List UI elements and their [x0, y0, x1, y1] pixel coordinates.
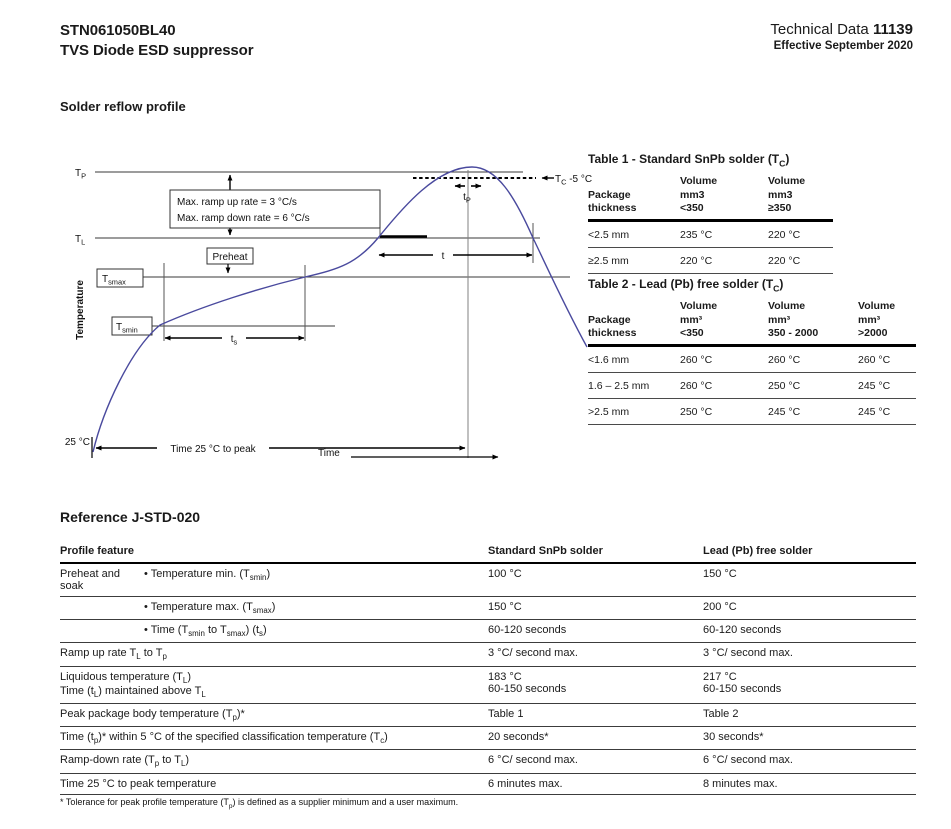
reference-header-row	[60, 543, 916, 564]
table1-cell: ≥2.5 mm	[588, 247, 680, 273]
product-description: TVS Diode ESD suppressor	[60, 41, 254, 59]
section-title: Solder reflow profile	[60, 99, 186, 114]
doc-type: Technical Data	[770, 21, 873, 38]
table2-header-cell: Package thickness	[588, 300, 680, 345]
start-temp-label: 25 °C	[64, 437, 90, 448]
table-row	[60, 704, 916, 727]
table2-cell: 245 °C	[768, 398, 858, 424]
table-row	[60, 667, 916, 704]
table2-header-cell: Volume mm³ 350 - 2000	[768, 300, 858, 345]
table1	[588, 175, 833, 273]
snpb-value: 150 °C	[488, 601, 522, 613]
doc-number: 11139	[872, 21, 913, 38]
snpb-value: 20 seconds*	[488, 731, 549, 744]
tp-time-label: $t_P$	[463, 192, 471, 205]
effective-date: Effective September 2020	[773, 40, 913, 52]
table1-header-cell: Volume mm3 ≥350	[768, 175, 833, 220]
table1-title: Table 1 - Standard SnPb solder $(T_C)$	[588, 152, 790, 169]
document-header-right	[770, 21, 913, 52]
table-row	[588, 220, 833, 247]
table-row	[60, 643, 916, 666]
table1-cell: 220 °C	[768, 220, 833, 247]
table-row	[60, 564, 916, 597]
table-row	[588, 247, 833, 273]
reference-table	[60, 543, 916, 795]
feature-text: Ramp-down rate ($T_p$ to $T_L$)	[60, 754, 190, 769]
doc-type-line	[770, 21, 913, 38]
table-row	[60, 597, 916, 620]
pbfree-value: 8 minutes max.	[703, 777, 778, 790]
ts-label: $t_s$	[230, 334, 238, 347]
pbfree-value: 150 °C	[703, 568, 737, 580]
table2-header-cell: Volume mm³ >2000	[858, 300, 916, 345]
tp-label: $T_P$	[75, 168, 87, 181]
feature-text: Peak package body temperature $(T_p)*$	[60, 707, 245, 723]
table1-cell: <2.5 mm	[588, 220, 680, 247]
feature-text: Ramp up rate $T_L$ to $T_p$	[60, 647, 167, 662]
document-header-left	[60, 21, 253, 60]
t-label: t	[441, 251, 445, 262]
table2-cell: 260 °C	[768, 345, 858, 372]
tsmax-label: $T_{smax}$	[102, 274, 126, 287]
table2-cell: >2.5 mm	[588, 398, 680, 424]
preheat-label: Preheat	[212, 252, 248, 263]
snpb-value: 60-120 seconds	[488, 624, 567, 637]
pbfree-value: Table 2	[703, 707, 739, 720]
x-axis-label: Time	[318, 448, 340, 459]
time-to-peak-label: Time 25 °C to peak	[170, 444, 256, 455]
feature-group: Preheat and soak	[60, 568, 120, 592]
reflow-profile-diagram	[55, 145, 600, 477]
snpb-value: 183 °C 60-150 seconds	[488, 670, 567, 695]
feature-text: • Time ($T_{smin}$ to $T_{smax}$) $(t_s)$	[144, 624, 267, 639]
tsmin-label: $T_{smin}$	[116, 322, 138, 335]
table1-cell: 235 °C	[680, 220, 768, 247]
table2-cell: <1.6 mm	[588, 345, 680, 372]
table2-cell: 260 °C	[680, 345, 768, 372]
table2-header-row	[588, 300, 916, 345]
product-number: STN061050BL40	[60, 22, 176, 39]
pbfree-value: 3 °C/ second max.	[703, 647, 793, 660]
table2-cell: 260 °C	[680, 372, 768, 398]
pbfree-value: 6 °C/ second max.	[703, 754, 793, 767]
table2-header-cell: Volume mm³ <350	[680, 300, 768, 345]
table1-standard-snpb	[588, 152, 833, 274]
feature-text: • Temperature min. $(T_{smin})$	[144, 568, 271, 583]
feature-text: • Temperature max. $(T_{smax})$	[144, 601, 276, 616]
snpb-value: 6 °C/ second max.	[488, 754, 578, 767]
table2-cell: 1.6 – 2.5 mm	[588, 372, 680, 398]
reference-header-cell: Standard SnPb solder	[488, 545, 603, 557]
footnote: * Tolerance for peak profile temperature $(T_p)$ is defined as a supplier minimum and a user maximum.	[60, 797, 459, 810]
reference-header-cell: Lead (Pb) free solder	[703, 545, 813, 557]
table-row	[588, 398, 916, 424]
table-row	[60, 620, 916, 643]
feature-text: Time 25 °C to peak temperature	[60, 777, 217, 790]
table2-cell: 245 °C	[858, 372, 916, 398]
ramp-note-line1: Max. ramp up rate = 3 °C/s	[177, 197, 297, 208]
y-axis-label: Temperature	[75, 280, 86, 340]
table2-cell: 250 °C	[768, 372, 858, 398]
table1-header-cell: Package thickness	[588, 175, 680, 220]
table1-header-row	[588, 175, 833, 220]
table2	[588, 300, 916, 424]
snpb-value: Table 1	[488, 707, 524, 720]
reference-header-cell: Profile feature	[60, 545, 134, 557]
pbfree-value: 60-120 seconds	[703, 624, 782, 637]
table-row	[588, 345, 916, 372]
tl-label: $T_L$	[75, 234, 86, 247]
tc-label: $T_C$ -5 °C	[555, 174, 593, 187]
pbfree-value: 200 °C	[703, 601, 737, 613]
pbfree-value: 217 °C 60-150 seconds	[703, 670, 782, 695]
table-row	[60, 774, 916, 795]
feature-text: Time $(t_p)*$ within 5 °C of the specified classification temperature $(T_c)$	[60, 731, 388, 746]
ramp-note-line2: Max. ramp down rate = 6 °C/s	[177, 213, 310, 224]
table1-cell: 220 °C	[680, 247, 768, 273]
snpb-value: 6 minutes max.	[488, 777, 563, 790]
table2-title: Table 2 - Lead (Pb) free solder $(T_C)$	[588, 277, 784, 294]
table2-cell: 260 °C	[858, 345, 916, 372]
pbfree-value: 30 seconds*	[703, 731, 764, 744]
table1-header-cell: Volume mm3 <350	[680, 175, 768, 220]
reference-title: Reference J-STD-020	[60, 509, 201, 525]
table-row	[588, 372, 916, 398]
table2-cell: 245 °C	[858, 398, 916, 424]
snpb-value: 3 °C/ second max.	[488, 647, 578, 660]
table1-cell: 220 °C	[768, 247, 833, 273]
table-row	[60, 727, 916, 750]
table2-cell: 250 °C	[680, 398, 768, 424]
table-row	[60, 750, 916, 773]
snpb-value: 100 °C	[488, 568, 522, 580]
feature-text: Liquidous temperature $(T_L)$ Time $(t_L)$ maintained above $T_L$	[60, 670, 206, 699]
table2-lead-free	[588, 277, 916, 425]
